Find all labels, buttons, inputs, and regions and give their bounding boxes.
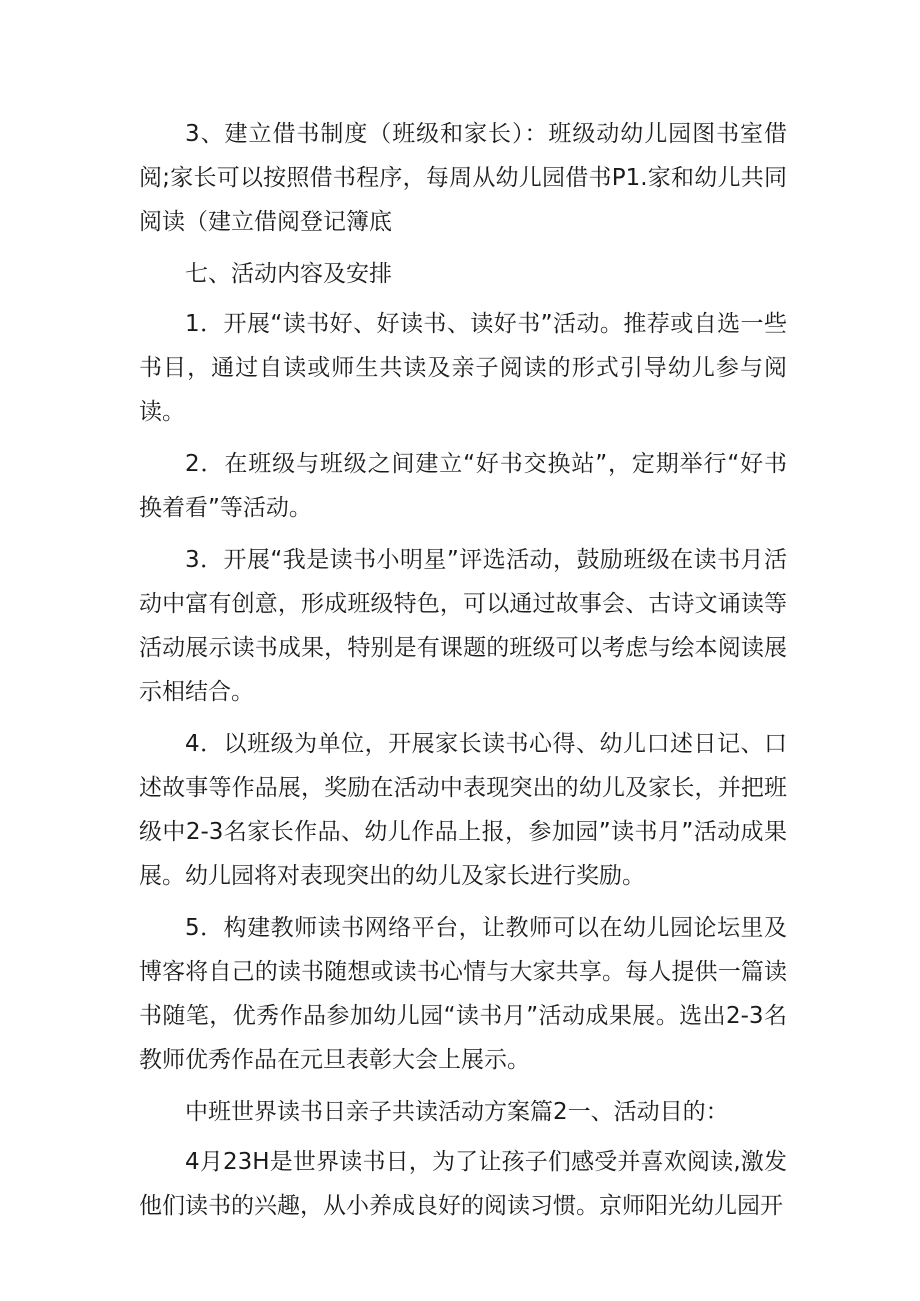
document-body — [139, 112, 787, 1236]
paragraph-world-book-day: 4月23H是世界读书日，为了让孩子们感受并喜欢阅读,激发他们读书的兴趣，从小养成良好的阅读习惯。京师阳光幼儿园开 — [139, 1149, 787, 1219]
paragraph-item-1: 1．开展“读书好、好读书、读好书”活动。推荐或自选一些书目，通过自读或师生共读及亲子阅读的形式引导幼儿参与阅读。 — [139, 311, 787, 425]
paragraph-plan-2-heading: 中班世界读书日亲子共读活动方案篇2一、活动目的： — [185, 1099, 729, 1125]
paragraph-item-2: 2．在班级与班级之间建立“好书交换站”，定期举行“好书换着看”等活动。 — [139, 451, 787, 521]
paragraph-item-5: 5．构建教师读书网络平台，让教师可以在幼儿园论坛里及博客将自己的读书随想或读书心情与大家共享。每人提供一篇读书随笔，优秀作品参加幼儿园“读书月”活动成果展。选出2-3名教师优秀作品在元旦表彰大会上展示。 — [139, 915, 787, 1073]
section-heading-activities: 七、活动内容及安排 — [185, 261, 392, 287]
paragraph-item-4: 4．以班级为单位，开展家长读书心得、幼儿口述日记、口述故事等作品展，奖励在活动中表现突出的幼儿及家长，并把班级中2-3名家长作品、幼儿作品上报，参加园”读书月”活动成果展。幼儿园将对表现突出的幼儿及家长进行奖励。 — [139, 731, 787, 889]
paragraph-item-3: 3．开展“我是读书小明星”评选活动，鼓励班级在读书月活动中富有创意，形成班级特色，可以通过故事会、古诗文诵读等活动展示读书成果，特别是有课题的班级可以考虑与绘本阅读展示相结合。 — [139, 547, 787, 705]
paragraph-borrowing-system: 3、建立借书制度（班级和家长）：班级动幼儿园图书室借阅;家长可以按照借书程序，每周从幼儿园借书P1.家和幼儿共同阅读（建立借阅登记簿底 — [139, 121, 787, 235]
